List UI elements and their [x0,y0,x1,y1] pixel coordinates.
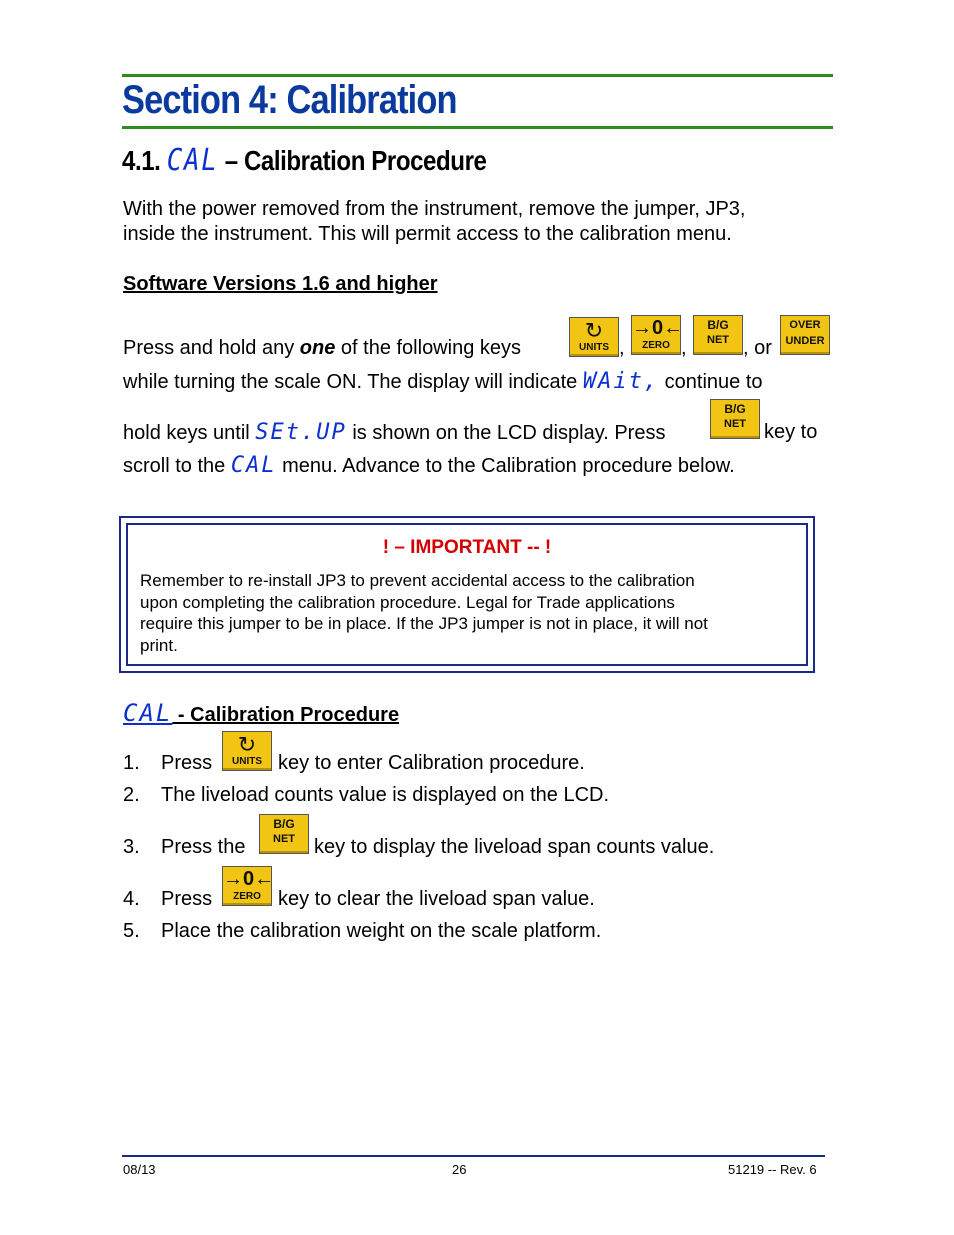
footer-page-number: 26 [452,1162,467,1177]
step-2 [123,783,610,808]
subsection-title-text: – Calibration Procedure [218,145,487,176]
refresh-icon: ↻ [237,732,257,757]
line4-b: menu. Advance to the Calibration procedure below. [276,455,735,477]
step-5 [123,919,602,944]
line4-a: scroll to the [123,455,231,477]
lcd-setup-text: SEt.UP [255,420,347,445]
refresh-icon: ↻ [584,318,604,343]
bg-net-key-icon [693,315,743,355]
press-hold-line-3 [123,420,665,446]
bg-key-top: B/G [273,817,295,831]
lcd-cal-text: CAL [230,453,277,478]
top-rule [122,74,833,77]
zero-key-symbol: →0← [632,317,684,339]
comma-2: , [681,337,687,359]
lcd-cal-text: CAL [123,699,173,727]
bg-net-key-icon [259,814,309,854]
step-text-a: The liveload counts value is displayed on the LCD. [161,784,610,806]
subsection-title [122,143,486,178]
step-number: 2. [123,784,140,806]
press-hold-b: of the following keys [335,337,521,359]
step-text-a: Press the [161,836,246,858]
line2-b: continue to [659,371,763,393]
bg-net-key-icon [710,399,760,439]
intro-line-1: With the power removed from the instrument, remove the jumper, JP3, [123,198,746,220]
step-number: 3. [123,836,140,858]
important-box [119,516,815,673]
step-number: 4. [123,888,140,910]
title-rule [122,126,833,129]
zero-key-label: ZERO [233,891,261,902]
units-key-icon [222,731,272,771]
step-number: 5. [123,920,140,942]
footer-date: 08/13 [123,1162,156,1177]
cal-procedure-heading [123,701,399,728]
step-text-a: Place the calibration weight on the scale platform. [161,920,602,942]
footer-rule [122,1155,825,1157]
step-text-b: key to display the liveload span counts value. [314,836,715,858]
important-line-1: Remember to re-install JP3 to prevent accidental access to the calibration [140,571,695,590]
line2-a: while turning the scale ON. The display will indicate [123,371,583,393]
step-text-b: key to enter Calibration procedure. [278,752,585,774]
or-text: , or [743,337,772,359]
important-line-3: require this jumper to be in place. If the JP3 jumper is not in place, it will not [140,614,708,633]
subsection-number: 4.1. [122,145,161,176]
press-hold-line-4 [123,453,735,479]
over-under-key-icon [780,315,830,355]
line3-b: is shown on the LCD display. Press [346,422,666,444]
important-title: ! – IMPORTANT -- ! [382,537,552,558]
zero-key-icon [222,866,275,906]
bg-key-label: NET [707,334,729,346]
cal-heading-text: - Calibration Procedure [172,704,400,726]
press-hold-line-2 [123,369,763,395]
under-key-label: UNDER [785,335,825,347]
important-box-inner [126,523,808,666]
bg-key-top: B/G [724,402,746,416]
press-hold-one: one [299,337,336,359]
zero-key-icon [631,315,684,355]
bg-key-top: B/G [707,318,729,332]
press-hold-line-1 [123,336,521,361]
section-title: Section 4: Calibration [122,78,457,122]
line3-c: key to [764,421,818,443]
bg-key-label: NET [273,833,295,845]
lcd-cal-text: CAL [166,143,219,178]
lcd-wait-text: WAit, [582,369,660,394]
comma-1: , [619,337,625,359]
over-key-top: OVER [789,319,821,331]
units-key-label: UNITS [232,756,262,767]
zero-key-symbol: →0← [223,868,275,890]
units-key-label: UNITS [579,342,609,353]
intro-line-2: inside the instrument. This will permit access to the calibration menu. [123,223,732,245]
press-hold-a: Press and hold any [123,337,300,359]
software-heading: Software Versions 1.6 and higher [123,273,438,295]
line3-a: hold keys until [123,422,256,444]
units-key-icon [569,317,619,357]
step-number: 1. [123,752,140,774]
step-text-b: key to clear the liveload span value. [278,888,595,910]
step-text-a: Press [161,752,213,774]
important-text [140,570,790,656]
footer-doc-rev: 51219 -- Rev. 6 [728,1162,817,1177]
important-line-4: print. [140,635,178,655]
important-line-2: upon completing the calibration procedure. Legal for Trade applications [140,592,675,612]
zero-key-label: ZERO [642,340,670,351]
step-text-a: Press [161,888,213,910]
bg-key-label: NET [724,418,746,430]
